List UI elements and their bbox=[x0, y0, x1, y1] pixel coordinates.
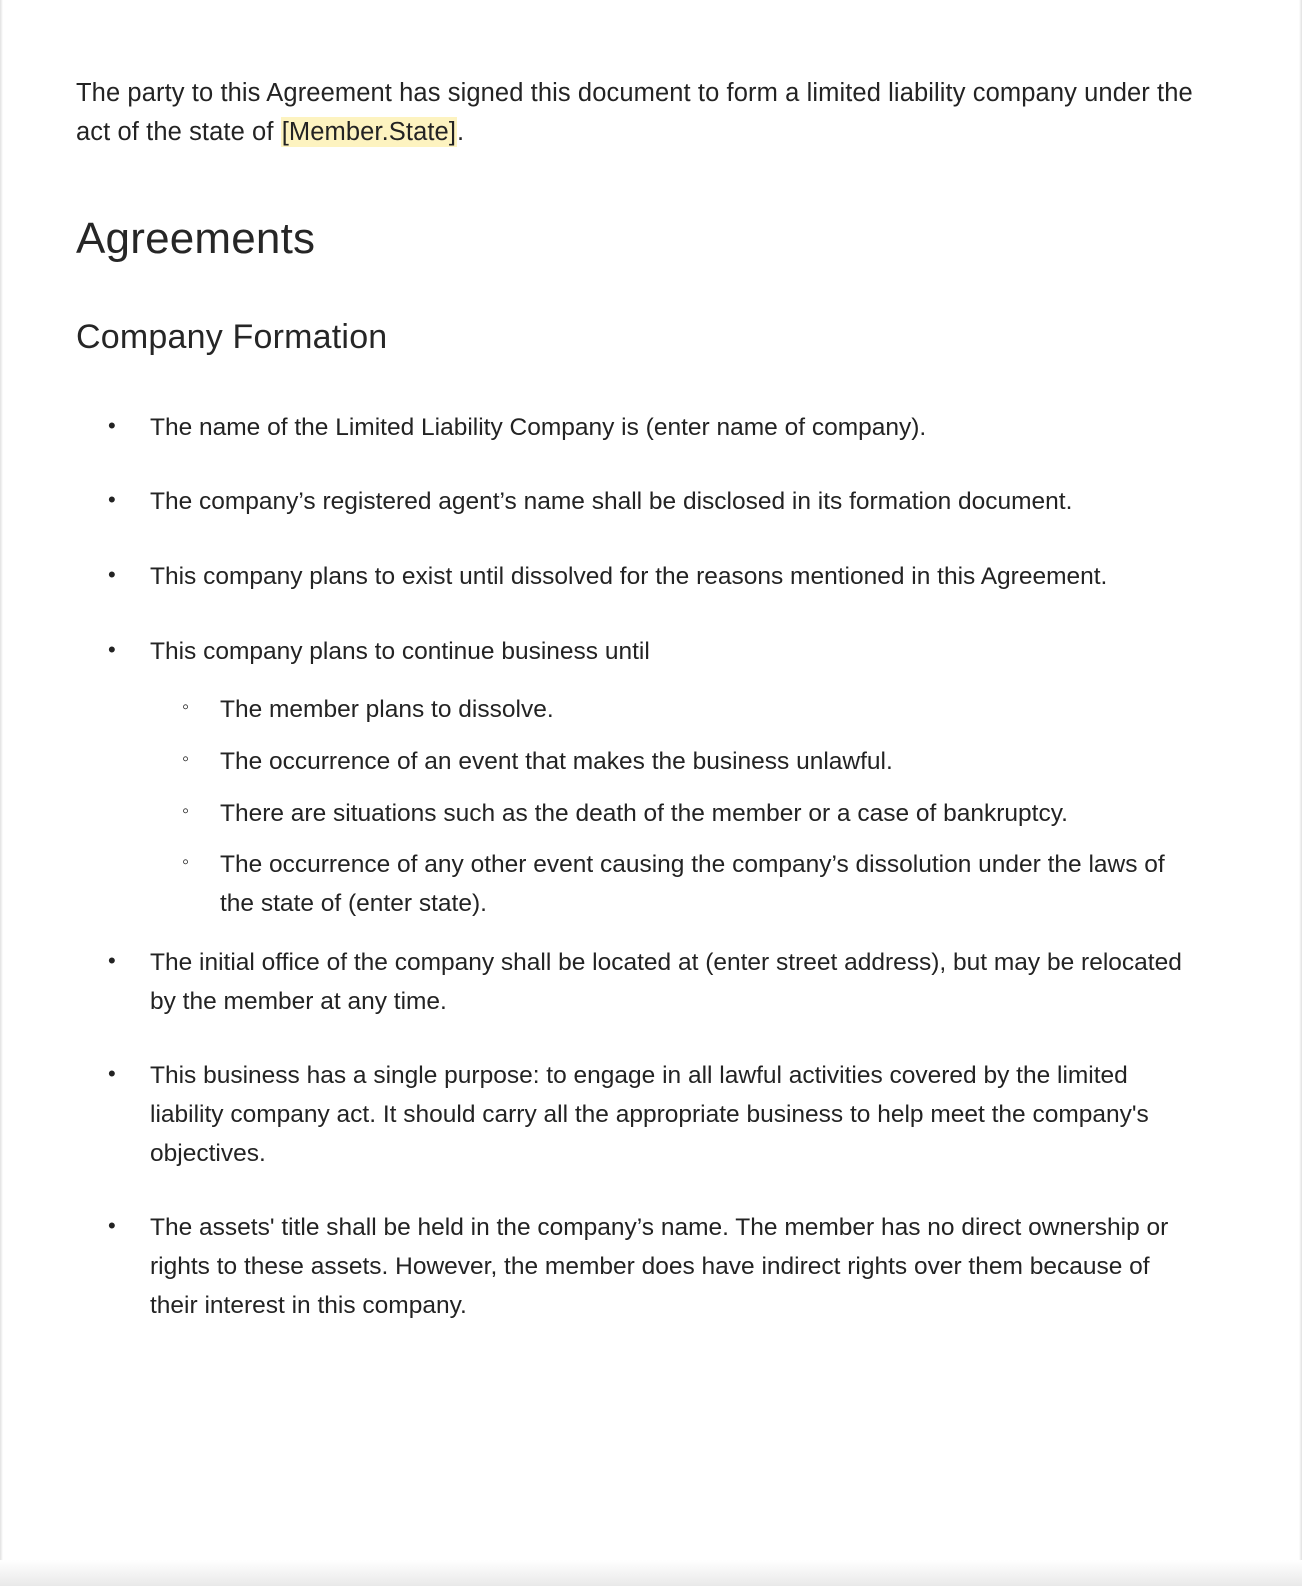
intro-text-before: The party to this Agreement has signed this document to form a limited liability company under the act of the state of bbox=[76, 79, 1193, 146]
page-bottom-shadow bbox=[0, 1560, 1302, 1586]
list-item-text: The assets' title shall be held in the company’s name. The member has no direct ownership or rights to these assets. However, the member does have indirect rights over them because of their interest in this company. bbox=[150, 1214, 1169, 1319]
list-item bbox=[76, 1209, 1202, 1325]
list-item bbox=[76, 944, 1202, 1021]
intro-text-after: . bbox=[457, 117, 465, 146]
list-item-text: This company plans to continue business until bbox=[150, 637, 650, 665]
sub-list-item-text: The occurrence of an event that makes the business unlawful. bbox=[220, 748, 893, 776]
dissolution-sublist bbox=[150, 691, 1202, 924]
member-state-placeholder[interactable]: [Member.State] bbox=[281, 117, 457, 146]
subsection-heading-company-formation: Company Formation bbox=[76, 317, 388, 356]
list-item bbox=[76, 1057, 1202, 1173]
list-item bbox=[76, 409, 1202, 448]
list-item-text: The initial office of the company shall be located at (enter street address), but may be relocated by the member at any time. bbox=[150, 948, 1182, 1015]
list-item-text: This company plans to exist until dissolved for the reasons mentioned in this Agreement. bbox=[150, 562, 1108, 590]
sub-list-item-text: There are situations such as the death of the member or a case of bankruptcy. bbox=[220, 799, 1068, 827]
section-heading-agreements: Agreements bbox=[76, 213, 316, 263]
sub-list-item bbox=[150, 795, 1202, 834]
list-item bbox=[76, 633, 1202, 924]
sub-list-item bbox=[150, 846, 1202, 923]
list-item bbox=[76, 483, 1202, 522]
sub-list-item-text: The occurrence of any other event causing the company’s dissolution under the laws of the state of (enter state). bbox=[220, 851, 1165, 918]
list-item-text: The company’s registered agent’s name shall be disclosed in its formation document. bbox=[150, 488, 1073, 516]
sub-list-item-text: The member plans to dissolve. bbox=[220, 696, 554, 724]
company-formation-list bbox=[76, 409, 1202, 1326]
sub-list-item bbox=[150, 743, 1202, 782]
intro-paragraph bbox=[76, 74, 1202, 152]
sub-list-item bbox=[150, 691, 1202, 730]
list-item-text: This business has a single purpose: to engage in all lawful activities covered by the limited liability company act. It should carry all the appropriate business to help meet the company's objectives. bbox=[150, 1062, 1149, 1167]
list-item bbox=[76, 558, 1202, 597]
list-item-text: The name of the Limited Liability Company is (enter name of company). bbox=[150, 413, 927, 441]
